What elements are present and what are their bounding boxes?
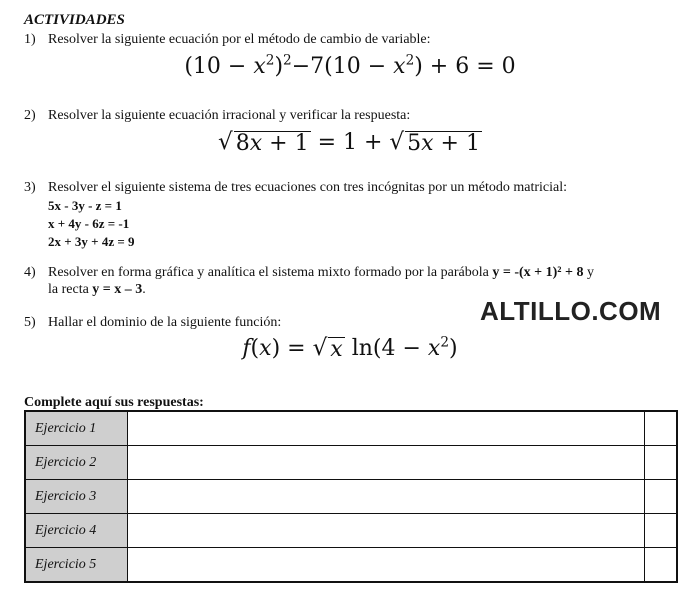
answer-cell[interactable] <box>128 411 644 446</box>
table-row <box>25 514 677 548</box>
system-equation-2: x + 4y - 6z = -1 <box>48 216 130 231</box>
question-1 <box>24 31 431 48</box>
score-cell[interactable] <box>644 446 677 480</box>
question-text: Hallar el dominio de la siguiente función: <box>48 315 282 330</box>
answer-cell[interactable] <box>128 514 644 548</box>
table-row <box>25 548 677 583</box>
equation-2: √ 8x + 1 = 1 + √ 5x + 1 <box>218 129 480 156</box>
answer-cell[interactable] <box>128 480 644 514</box>
answer-cell[interactable] <box>128 446 644 480</box>
answers-title: Complete aquí sus respuestas: <box>24 395 204 410</box>
question-number: 2) <box>24 108 36 123</box>
question-text: Resolver el siguiente sistema de tres ecuaciones con tres incógnitas por un método matricial: <box>48 180 568 195</box>
question-text: Resolver en forma gráfica y analítica el sistema mixto formado por la parábola <box>48 265 489 280</box>
line-equation: y = x – 3 <box>92 282 143 297</box>
equation-5: f(x) = √ x $\ln(4 - x^2)$ <box>242 334 458 362</box>
question-number: 1) <box>24 32 36 47</box>
question-number: 4) <box>24 265 36 280</box>
square-root-icon: √ x <box>312 335 343 362</box>
table-row <box>25 446 677 480</box>
system-equation-1: 5x - 3y - z = 1 <box>48 198 122 213</box>
square-root-icon: √ 8x + 1 <box>218 129 309 156</box>
score-cell[interactable] <box>644 514 677 548</box>
question-number: 5) <box>24 315 36 330</box>
question-text: Resolver la siguiente ecuación por el método de cambio de variable: <box>48 32 431 47</box>
square-root-icon: √ 5x + 1 <box>389 129 480 156</box>
parabola-equation: y = -(x + 1)² + 8 <box>492 265 584 280</box>
table-row <box>25 480 677 514</box>
question-number: 3) <box>24 180 36 195</box>
answer-cell[interactable] <box>128 548 644 583</box>
score-cell[interactable] <box>644 548 677 583</box>
question-5 <box>24 314 281 331</box>
page-title: ACTIVIDADES <box>24 12 125 28</box>
question-4: 4) Resolver en forma gráfica y analítica el sistema mixto formado por la parábola y = -(x + 1)² + 8 y la recta y = x – 3. <box>24 265 594 297</box>
equation-1: $(10 - x^2)^2-7(10 - x^2) + 6 = 0$ <box>184 52 516 79</box>
exercise-label: Ejercicio 3 <box>25 480 128 514</box>
table-row <box>25 411 677 446</box>
question-text-connector: y <box>586 265 594 280</box>
question-3 <box>24 179 567 196</box>
exercise-label: Ejercicio 2 <box>25 446 128 480</box>
score-cell[interactable] <box>644 480 677 514</box>
system-equation-3: 2x + 3y + 4z = 9 <box>48 234 135 249</box>
question-text-line: la recta <box>48 282 89 297</box>
answers-table <box>24 410 678 583</box>
watermark-logo: ALTILLO.COM <box>480 296 662 326</box>
score-cell[interactable] <box>644 411 677 446</box>
exercise-label: Ejercicio 1 <box>25 411 128 446</box>
question-2 <box>24 107 410 124</box>
exercise-label: Ejercicio 5 <box>25 548 128 583</box>
question-text: Resolver la siguiente ecuación irracional y verificar la respuesta: <box>48 108 411 123</box>
exercise-label: Ejercicio 4 <box>25 514 128 548</box>
